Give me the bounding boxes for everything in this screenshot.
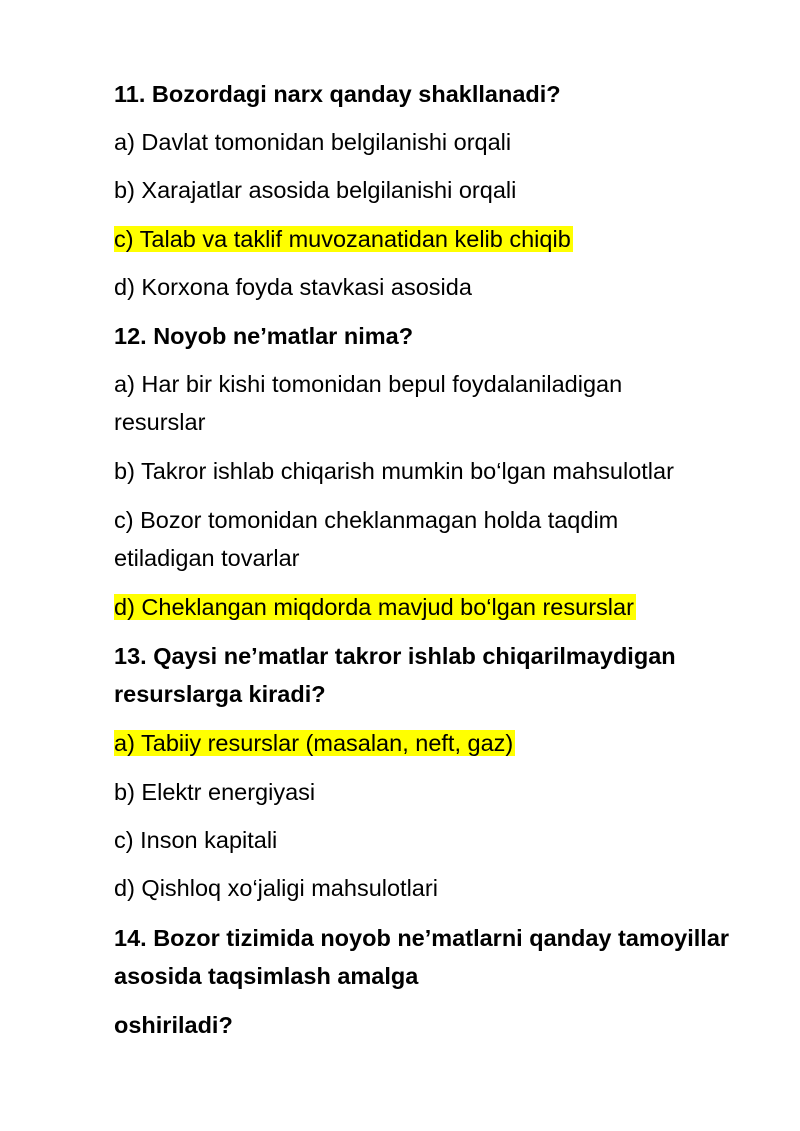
question-12-option-b: b) Takror ishlab chiqarish mumkin bo‘lgan mahsulotlar bbox=[114, 458, 674, 484]
question-11-title: 11. Bozordagi narx qanday shakllanadi? bbox=[114, 81, 561, 107]
answer-highlight: c) Talab va taklif muvozanatidan kelib chiqib bbox=[114, 226, 571, 252]
question-13-title-line2: resurslarga kiradi? bbox=[114, 681, 326, 707]
question-12-option-a-line2: resurslar bbox=[114, 409, 206, 435]
question-12-title: 12. Noyob ne’matlar nima? bbox=[114, 323, 414, 349]
question-13-option-d: d) Qishloq xo‘jaligi mahsulotlari bbox=[114, 875, 438, 901]
question-13-title-line1: 13. Qaysi ne’matlar takror ishlab chiqarilmaydigan bbox=[114, 643, 676, 669]
question-12-option-c-line1: c) Bozor tomonidan cheklanmagan holda taqdim bbox=[114, 507, 619, 533]
question-11-option-d: d) Korxona foyda stavkasi asosida bbox=[114, 274, 472, 300]
question-14-title-line2: asosida taqsimlash amalga bbox=[114, 963, 419, 989]
question-13-option-a-answer bbox=[114, 728, 515, 758]
answer-highlight: a) Tabiiy resurslar (masalan, neft, gaz) bbox=[114, 730, 514, 756]
question-11-option-a: a) Davlat tomonidan belgilanishi orqali bbox=[114, 129, 512, 155]
question-13-option-c: c) Inson kapitali bbox=[114, 827, 278, 853]
question-11-option-b: b) Xarajatlar asosida belgilanishi orqali bbox=[114, 177, 517, 203]
question-12-option-d-answer bbox=[114, 592, 636, 622]
question-11-option-c-answer bbox=[114, 224, 573, 254]
question-12-option-c-line2: etiladigan tovarlar bbox=[114, 545, 300, 571]
answer-highlight: d) Cheklangan miqdorda mavjud bo‘lgan resurslar bbox=[114, 594, 634, 620]
question-14-title-line1: 14. Bozor tizimida noyob ne’matlarni qanday tamoyillar bbox=[114, 925, 730, 951]
question-14-title-line3: oshiriladi? bbox=[114, 1012, 233, 1038]
question-13-option-b: b) Elektr energiyasi bbox=[114, 779, 316, 805]
question-12-option-a-line1: a) Har bir kishi tomonidan bepul foydalaniladigan bbox=[114, 371, 623, 397]
